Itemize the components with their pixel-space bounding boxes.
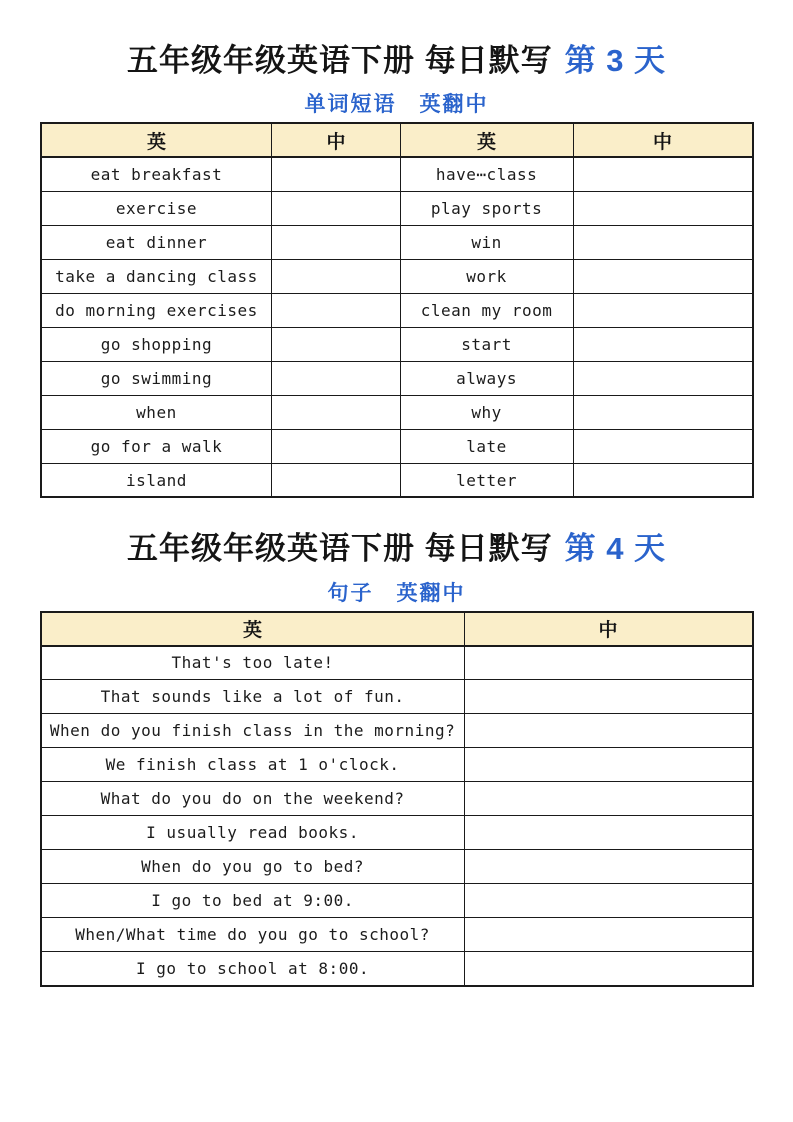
- english-cell: do morning exercises: [41, 293, 272, 327]
- table-row: [41, 463, 753, 497]
- english-cell: take a dancing class: [41, 259, 272, 293]
- title-text: 五年级年级英语下册 每日默写: [126, 43, 553, 78]
- chinese-answer-cell: [464, 918, 752, 952]
- english-cell: go for a walk: [41, 429, 272, 463]
- table-row: [41, 191, 753, 225]
- english-cell: exercise: [41, 191, 272, 225]
- chinese-answer-cell: [573, 293, 752, 327]
- chinese-answer-cell: [272, 327, 400, 361]
- chinese-answer-cell: [573, 327, 752, 361]
- english-cell: go shopping: [41, 327, 272, 361]
- table-row: [41, 157, 753, 191]
- chinese-answer-cell: [573, 463, 752, 497]
- title-day-badge: 第 4 天: [564, 531, 667, 567]
- english-cell: go swimming: [41, 361, 272, 395]
- vocabulary-table: [40, 122, 754, 498]
- chinese-answer-cell: [464, 680, 752, 714]
- section-title-day3: [0, 42, 793, 79]
- table-row: [41, 429, 753, 463]
- section-day3: [0, 42, 793, 498]
- column-header: 中: [272, 123, 400, 157]
- column-header: 英: [41, 123, 272, 157]
- table-row: [41, 680, 753, 714]
- english-cell: When do you go to bed?: [41, 850, 465, 884]
- chinese-answer-cell: [464, 816, 752, 850]
- english-cell: We finish class at 1 o'clock.: [41, 748, 465, 782]
- table-row: [41, 850, 753, 884]
- section-subtitle-words: 单词短语 英翻中: [304, 91, 489, 117]
- chinese-answer-cell: [272, 361, 400, 395]
- chinese-answer-cell: [464, 952, 752, 986]
- chinese-answer-cell: [464, 884, 752, 918]
- section-subtitle-sentences: 句子 英翻中: [327, 579, 466, 605]
- sentence-table: [40, 611, 754, 987]
- english-cell: work: [400, 259, 573, 293]
- chinese-answer-cell: [464, 646, 752, 680]
- title-text: 五年级年级英语下册 每日默写: [126, 531, 553, 567]
- chinese-answer-cell: [272, 157, 400, 191]
- table-row: [41, 259, 753, 293]
- section-day4: [0, 530, 793, 986]
- column-header: 英: [41, 612, 465, 646]
- english-cell: why: [400, 395, 573, 429]
- chinese-answer-cell: [573, 191, 752, 225]
- english-cell: When do you finish class in the morning?: [41, 714, 465, 748]
- chinese-answer-cell: [272, 395, 400, 429]
- chinese-answer-cell: [573, 395, 752, 429]
- english-cell: always: [400, 361, 573, 395]
- chinese-answer-cell: [272, 191, 400, 225]
- english-cell: What do you do on the weekend?: [41, 782, 465, 816]
- chinese-answer-cell: [464, 714, 752, 748]
- table-row: [41, 361, 753, 395]
- table-row: [41, 327, 753, 361]
- chinese-answer-cell: [573, 259, 752, 293]
- chinese-answer-cell: [464, 850, 752, 884]
- english-cell: clean my room: [400, 293, 573, 327]
- chinese-answer-cell: [573, 361, 752, 395]
- column-header: 中: [573, 123, 752, 157]
- section-title-day4: [0, 530, 793, 567]
- table-row: [41, 816, 753, 850]
- title-day-badge: 第 3 天: [564, 43, 667, 78]
- english-cell: I go to school at 8:00.: [41, 952, 465, 986]
- chinese-answer-cell: [272, 259, 400, 293]
- table-row: [41, 782, 753, 816]
- table-row: [41, 646, 753, 680]
- english-cell: start: [400, 327, 573, 361]
- chinese-answer-cell: [272, 429, 400, 463]
- chinese-answer-cell: [464, 748, 752, 782]
- table-row: [41, 225, 753, 259]
- chinese-answer-cell: [272, 225, 400, 259]
- chinese-answer-cell: [272, 293, 400, 327]
- column-header: 英: [400, 123, 573, 157]
- chinese-answer-cell: [573, 429, 752, 463]
- english-cell: eat dinner: [41, 225, 272, 259]
- chinese-answer-cell: [464, 782, 752, 816]
- table-row: [41, 395, 753, 429]
- english-cell: I go to bed at 9:00.: [41, 884, 465, 918]
- english-cell: late: [400, 429, 573, 463]
- english-cell: I usually read books.: [41, 816, 465, 850]
- english-cell: when: [41, 395, 272, 429]
- table-row: [41, 884, 753, 918]
- table-row: [41, 748, 753, 782]
- table-row: [41, 952, 753, 986]
- chinese-answer-cell: [272, 463, 400, 497]
- column-header: 中: [464, 612, 752, 646]
- english-cell: That's too late!: [41, 646, 465, 680]
- english-cell: letter: [400, 463, 573, 497]
- chinese-answer-cell: [573, 157, 752, 191]
- english-cell: island: [41, 463, 272, 497]
- english-cell: When/What time do you go to school?: [41, 918, 465, 952]
- english-cell: That sounds like a lot of fun.: [41, 680, 465, 714]
- english-cell: play sports: [400, 191, 573, 225]
- chinese-answer-cell: [573, 225, 752, 259]
- table-row: [41, 918, 753, 952]
- english-cell: eat breakfast: [41, 157, 272, 191]
- english-cell: win: [400, 225, 573, 259]
- table-row: [41, 714, 753, 748]
- english-cell: have⋯class: [400, 157, 573, 191]
- table-row: [41, 293, 753, 327]
